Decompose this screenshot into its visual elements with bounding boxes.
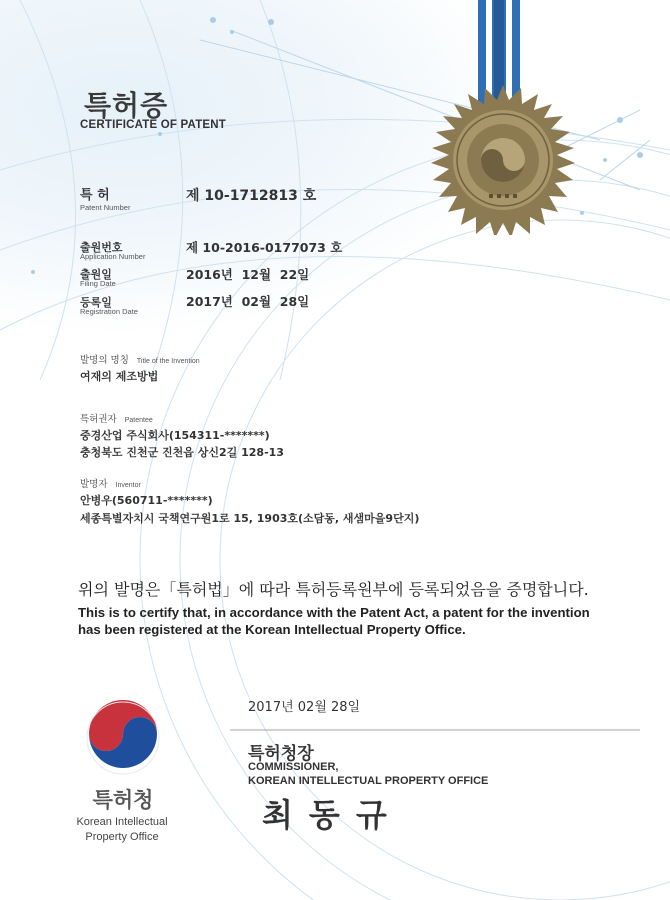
issue-divider: [230, 728, 640, 732]
certification-statement-english: [78, 604, 590, 638]
inventor-label: [80, 476, 141, 490]
kipo-name-english: [62, 815, 182, 845]
issue-date: 2017년 02월 28일: [248, 700, 361, 715]
inventor-address: 세종특별자치시 국책연구원1로 15, 1903호(소담동, 새샘마을9단지): [80, 512, 420, 525]
commissioner-title-korean: 특허청장: [248, 744, 314, 764]
kipo-name-korean: 특허청: [92, 788, 154, 812]
commissioner-english-line-2: KOREAN INTELLECTUAL PROPERTY OFFICE: [248, 775, 489, 787]
application-number-label: 출원번호: [80, 241, 123, 254]
patentee-label-en: Patentee: [124, 417, 153, 424]
kipo-logo-icon: [83, 698, 163, 778]
inventor-name: 안병우(560711-*******): [80, 494, 213, 507]
commissioner-signature: 최동규: [262, 796, 403, 834]
kipo-english-line-2: Property Office: [85, 831, 159, 843]
filing-date-label-en: Filing Date: [80, 279, 116, 288]
registration-date-value: 2017년 02월 28일: [186, 294, 310, 309]
patentee-name: 중경산업 주식회사(154311-*******): [80, 429, 270, 442]
patent-number-label-en: Patent Number: [80, 203, 131, 212]
kipo-english-line-1: Korean Intellectual: [76, 816, 168, 828]
patent-number-value: 제 10-1712813 호: [186, 188, 317, 204]
registration-date-label: 등록일: [80, 296, 112, 309]
invention-title-label-ko: 발명의 명칭: [80, 355, 129, 366]
inventor-label-en: Inventor: [115, 482, 141, 489]
gold-seal-emblem: [423, 85, 583, 235]
certificate-title-english: CERTIFICATE OF PATENT: [80, 119, 227, 131]
invention-title-value: 여재의 제조방법: [80, 370, 159, 383]
certification-english-line-1: This is to certify that, in accordance with the Patent Act, a patent for the invention: [78, 605, 590, 620]
registration-date-label-en: Registration Date: [80, 307, 138, 316]
application-number-value: 제 10-2016-0177073 호: [186, 240, 343, 255]
invention-title-label: [80, 352, 200, 366]
patentee-address: 충청북도 진천군 진천읍 상신2길 128-13: [80, 446, 284, 459]
commissioner-title-english: [248, 760, 488, 788]
filing-date-label: 출원일: [80, 268, 112, 281]
commissioner-english-line-1: COMMISSIONER,: [248, 761, 339, 773]
application-number-label-en: Application Number: [80, 252, 146, 261]
filing-date-value: 2016년 12월 22일: [186, 267, 310, 282]
patent-number-label: 특 허: [80, 188, 110, 203]
patentee-label: [80, 411, 153, 425]
certification-statement-korean: 위의 발명은「특허법」에 따라 특허등록원부에 등록되었음을 증명합니다.: [78, 580, 589, 599]
inventor-label-ko: 발명자: [80, 479, 108, 490]
certificate-title-korean: 특허증: [84, 89, 169, 122]
invention-title-label-en: Title of the Invention: [136, 358, 200, 365]
patentee-label-ko: 특허권자: [80, 414, 117, 425]
certification-english-line-2: has been registered at the Korean Intellectual Property Office.: [78, 622, 466, 637]
